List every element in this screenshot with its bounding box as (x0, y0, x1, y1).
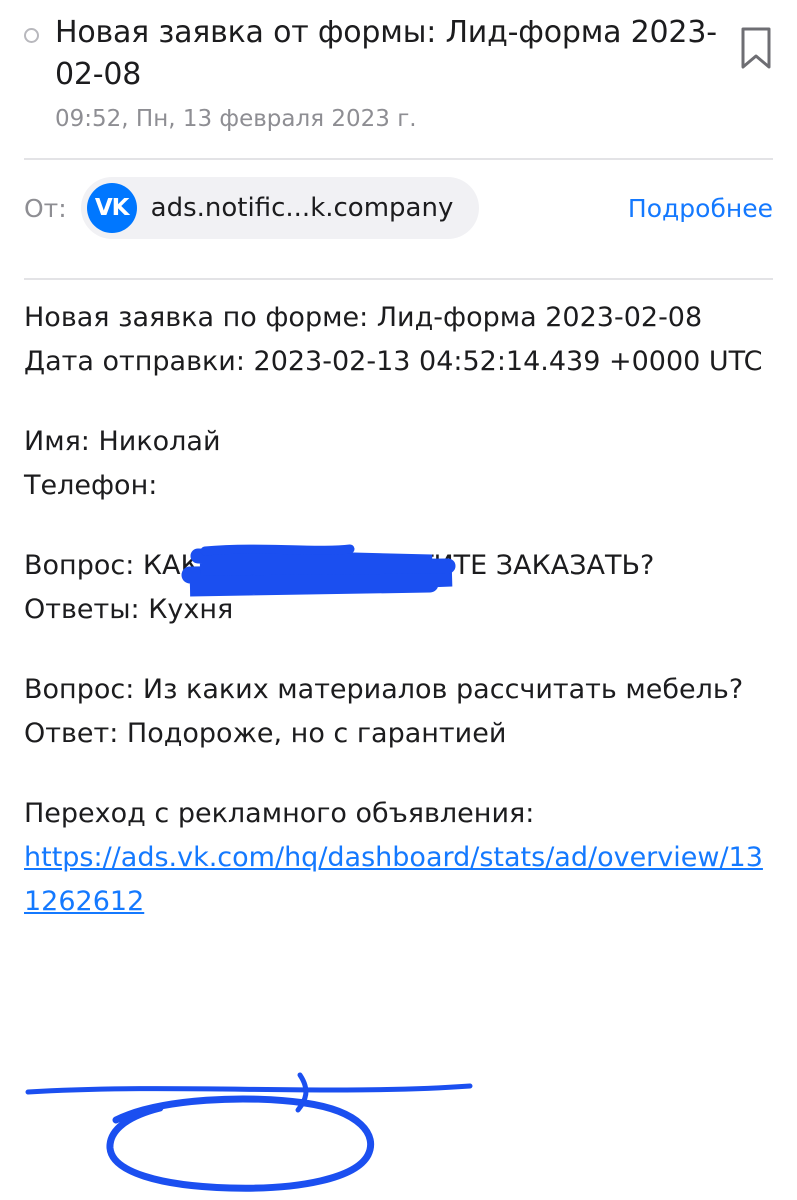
body-paragraph-question-2 (24, 668, 773, 756)
body-paragraph-contact (24, 420, 773, 508)
message-timestamp: 09:52, Пн, 13 февраля 2023 г. (55, 106, 417, 132)
body-line-ad-label: Переход с рекламного объявления: (24, 798, 535, 829)
body-paragraph-form-info (24, 296, 773, 384)
body-line: Дата отправки: 2023-02-13 04:52:14.439 +0000 UTC (24, 346, 763, 377)
subject-row (24, 0, 773, 136)
bookmark-icon[interactable] (739, 26, 773, 74)
vk-logo-icon: VK (87, 183, 137, 233)
from-label: От: (24, 193, 67, 223)
body-line-answer: Ответ: Подороже, но с гарантией (24, 718, 507, 749)
details-link[interactable]: Подробнее (627, 193, 773, 223)
body-paragraph-question-1 (24, 544, 773, 632)
body-line-question: Вопрос: КАКУЮ МЕБЕЛЬ ХОТИТЕ ЗАКАЗАТЬ? (24, 550, 655, 581)
message-body (24, 280, 773, 924)
body-line-phone: Телефон: (24, 470, 158, 501)
body-paragraph-ad-link (24, 792, 773, 924)
sender-address: ads.notific...k.company (150, 193, 454, 223)
body-line-name: Имя: Николай (24, 426, 221, 457)
sender-chip[interactable] (81, 177, 480, 239)
page-title: Новая заявка от формы: Лид-форма 2023-02-08 (55, 15, 717, 92)
subject-block (55, 12, 725, 136)
unread-dot-icon[interactable] (24, 28, 39, 43)
body-line: Новая заявка по форме: Лид-форма 2023-02-08 (24, 302, 703, 333)
sender-row (24, 160, 773, 256)
body-line-answer: Ответы: Кухня (24, 594, 234, 625)
body-line-question: Вопрос: Из каких материалов рассчитать мебель? (24, 674, 744, 705)
ad-link[interactable]: https://ads.vk.com/hq/dashboard/stats/ad/overview/131262612 (24, 842, 763, 917)
